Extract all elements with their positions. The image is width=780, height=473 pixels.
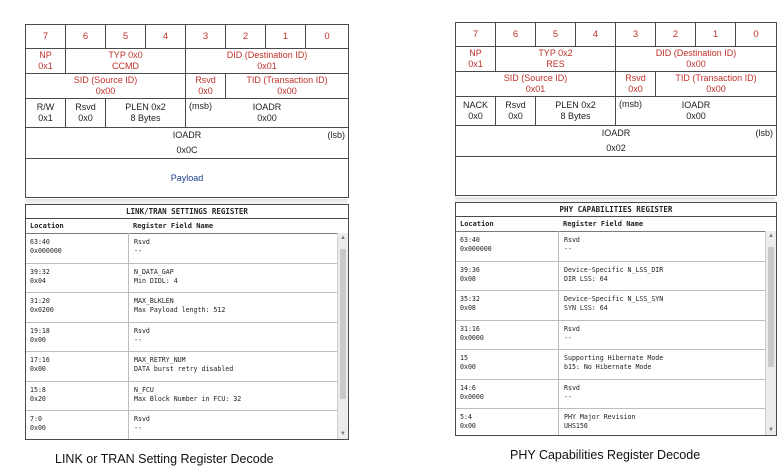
msb-label: (msb) — [189, 101, 212, 111]
table-row: 31:16 0x0000 Rsvd -- — [456, 321, 776, 350]
register-rows — [456, 232, 776, 436]
bit-6: 6 — [66, 25, 106, 49]
scroll-up-arrow-icon[interactable]: ▲ — [340, 235, 346, 241]
bit-2: 2 — [226, 25, 266, 49]
msb-label: (msb) — [619, 99, 642, 109]
scroll-up-arrow-icon[interactable]: ▲ — [768, 233, 774, 239]
empty-payload-field — [456, 157, 776, 195]
rsvd-field: Rsvd 0x0 — [66, 99, 106, 128]
bit-0: 0 — [306, 25, 348, 49]
table-row: 19:18 0x00 Rsvd -- — [26, 323, 348, 352]
ioadr-msb-field: (msb) IOADR 0x00 — [616, 97, 776, 126]
ioadr-lsb-field: (lsb) IOADR 0x0C — [26, 128, 348, 159]
field-column-header: Register Field Name — [563, 220, 644, 228]
bit-4: 4 — [576, 23, 616, 47]
typ-field: TYP 0x2 RES — [496, 47, 616, 72]
nack-field: NACK 0x0 — [456, 97, 496, 126]
phy-capabilities-register-table — [455, 202, 777, 436]
left-packet-diagram — [25, 24, 349, 198]
register-scrollbar[interactable] — [337, 233, 348, 439]
register-title: LINK/TRAN SETTINGS REGISTER — [26, 205, 348, 219]
scrollbar-thumb[interactable] — [768, 247, 774, 367]
rsvd-field: Rsvd 0x0 — [186, 74, 226, 99]
table-row: 17:16 0x00 MAX_RETRY_NUM DATA burst retry disabled — [26, 352, 348, 382]
plen-field: PLEN 0x2 8 Bytes — [106, 99, 186, 128]
register-rows — [26, 234, 348, 439]
bit-0: 0 — [736, 23, 776, 47]
bit-3: 3 — [186, 25, 226, 49]
location-column-header: Location — [30, 222, 64, 230]
table-row: 7:0 0x00 Rsvd -- — [30, 415, 150, 432]
left-caption: LINK or TRAN Setting Register Decode — [55, 452, 274, 466]
bit-1: 1 — [696, 23, 736, 47]
register-header-row — [26, 219, 348, 234]
register-header-row — [456, 217, 776, 232]
lsb-label: (lsb) — [755, 128, 773, 138]
rw-field: R/W 0x1 — [26, 99, 66, 128]
sid-field: SID (Source ID) 0x01 — [456, 72, 616, 97]
scroll-down-arrow-icon[interactable]: ▼ — [768, 427, 774, 433]
right-packet-diagram — [455, 22, 777, 196]
bit-7: 7 — [26, 25, 66, 49]
bit-6: 6 — [496, 23, 536, 47]
bit-4: 4 — [146, 25, 186, 49]
payload-field: Payload — [170, 172, 204, 183]
bit-2: 2 — [656, 23, 696, 47]
link-tran-register-table — [25, 204, 349, 440]
scrollbar-thumb[interactable] — [340, 249, 346, 399]
bit-1: 1 — [266, 25, 306, 49]
table-row: 5:4 0x00 PHY Major Revision UHS156 — [460, 413, 636, 430]
lsb-label: (lsb) — [327, 130, 345, 140]
table-row: 39:36 0x08 Device-Specific N_LSS_DIR DIR LSS: 64 — [456, 262, 776, 291]
ioadr-lsb-field: (lsb) IOADR 0x02 — [456, 126, 776, 157]
table-row: 63:40 0x000000 Rsvd -- — [456, 232, 776, 262]
rsvd-field: Rsvd 0x0 — [496, 97, 536, 126]
sid-field: SID (Source ID) 0x00 — [26, 74, 186, 99]
bit-3: 3 — [616, 23, 656, 47]
bit-5: 5 — [106, 25, 146, 49]
location-column-header: Location — [460, 220, 494, 228]
table-row: 35:32 0x08 Device-Specific N_LSS_SYN SYN LSS: 64 — [456, 291, 776, 321]
table-row: 15 0x00 Supporting Hibernate Mode b15: No Hibernate Mode — [456, 350, 776, 380]
typ-field: TYP 0x0 CCMD — [66, 49, 186, 74]
table-row: 14:6 0x0000 Rsvd -- — [456, 380, 776, 409]
np-field: NP 0x1 — [26, 49, 66, 74]
table-row: 31:20 0x0200 MAX_BLKLEN Max Payload length: 512 — [26, 293, 348, 323]
bit-5: 5 — [536, 23, 576, 47]
did-field: DID (Destination ID) 0x01 — [186, 49, 348, 74]
tid-field: TID (Transaction ID) 0x00 — [226, 74, 348, 99]
table-row: 39:32 0x04 N_DATA_GAP Min DIDL: 4 — [26, 264, 348, 293]
table-row: 63:40 0x000000 Rsvd -- — [26, 234, 348, 264]
table-row: 15:8 0x20 N_FCU Max Block Number in FCU: 32 — [26, 382, 348, 411]
rsvd-field: Rsvd 0x0 — [616, 72, 656, 97]
right-caption: PHY Capabilities Register Decode — [510, 448, 701, 462]
field-column-header: Register Field Name — [133, 222, 214, 230]
tid-field: TID (Transaction ID) 0x00 — [656, 72, 776, 97]
plen-field: PLEN 0x2 8 Bytes — [536, 97, 616, 126]
did-field: DID (Destination ID) 0x00 — [616, 47, 776, 72]
np-field: NP 0x1 — [456, 47, 496, 72]
register-scrollbar[interactable] — [765, 231, 776, 435]
register-title: PHY CAPABILITIES REGISTER — [456, 203, 776, 217]
ioadr-msb-field: (msb) IOADR 0x00 — [186, 99, 348, 128]
scroll-down-arrow-icon[interactable]: ▼ — [340, 431, 346, 437]
bit-7: 7 — [456, 23, 496, 47]
